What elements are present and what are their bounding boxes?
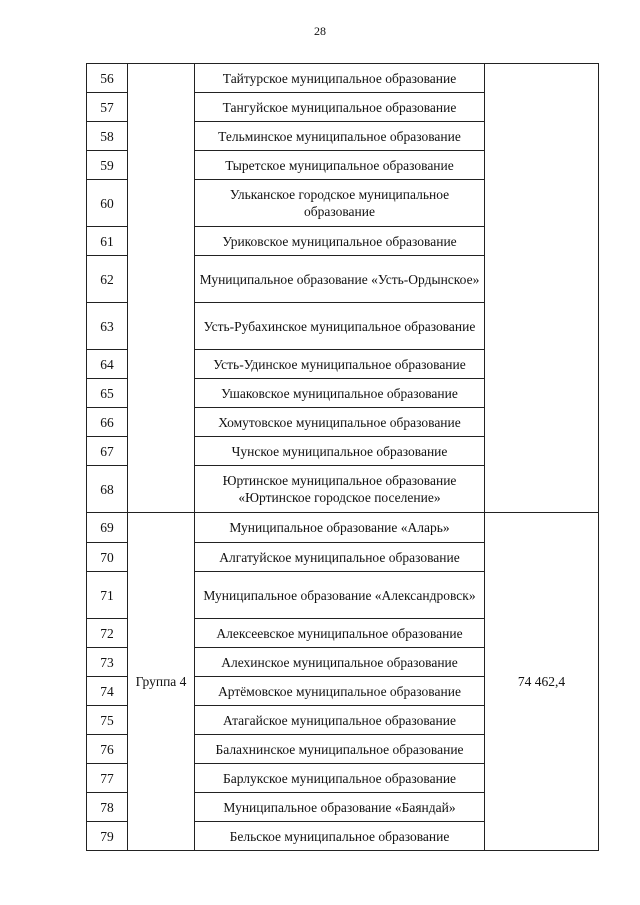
municipality-name: Чунское муниципальное образование <box>195 437 485 466</box>
row-number: 61 <box>87 227 128 256</box>
municipality-name: Муниципальное образование «Усть-Ордынское» <box>195 256 485 303</box>
municipality-name: Ушаковское муниципальное образование <box>195 379 485 408</box>
row-number: 71 <box>87 572 128 619</box>
municipality-name: Муниципальное образование «Аларь» <box>195 513 485 543</box>
row-number: 62 <box>87 256 128 303</box>
municipality-name: Алгатуйское муниципальное образование <box>195 543 485 572</box>
row-number: 66 <box>87 408 128 437</box>
row-number: 75 <box>87 706 128 735</box>
table-row <box>87 513 599 543</box>
row-number: 56 <box>87 64 128 93</box>
page-number: 28 <box>314 24 326 38</box>
municipality-name: Бельское муниципальное образование <box>195 822 485 851</box>
municipality-name: Юртинское муниципальное образование «Юртинское городское поселение» <box>195 466 485 513</box>
row-number: 58 <box>87 122 128 151</box>
row-number: 74 <box>87 677 128 706</box>
municipality-name: Уриковское муниципальное образование <box>195 227 485 256</box>
amount-cell: 74 462,4 <box>485 513 599 851</box>
municipality-name: Муниципальное образование «Александровск» <box>195 572 485 619</box>
row-number: 59 <box>87 151 128 180</box>
row-number: 73 <box>87 648 128 677</box>
group-cell <box>128 64 195 513</box>
row-number: 70 <box>87 543 128 572</box>
row-number: 69 <box>87 513 128 543</box>
municipality-name: Тангуйское муниципальное образование <box>195 93 485 122</box>
municipality-name: Тельминское муниципальное образование <box>195 122 485 151</box>
table-row <box>87 64 599 93</box>
municipalities-table <box>86 63 599 851</box>
row-number: 78 <box>87 793 128 822</box>
municipality-name: Ульканское городское муниципальное образование <box>195 180 485 227</box>
municipality-name: Алексеевское муниципальное образование <box>195 619 485 648</box>
row-number: 77 <box>87 764 128 793</box>
row-number: 72 <box>87 619 128 648</box>
municipality-name: Тыретское муниципальное образование <box>195 151 485 180</box>
municipality-name: Хомутовское муниципальное образование <box>195 408 485 437</box>
group-cell: Группа 4 <box>128 513 195 851</box>
municipality-name: Алехинское муниципальное образование <box>195 648 485 677</box>
row-number: 79 <box>87 822 128 851</box>
municipality-name: Балахнинское муниципальное образование <box>195 735 485 764</box>
amount-cell <box>485 64 599 513</box>
municipality-name: Барлукское муниципальное образование <box>195 764 485 793</box>
row-number: 64 <box>87 350 128 379</box>
row-number: 65 <box>87 379 128 408</box>
row-number: 68 <box>87 466 128 513</box>
row-number: 60 <box>87 180 128 227</box>
municipality-name: Атагайское муниципальное образование <box>195 706 485 735</box>
municipality-name: Тайтурское муниципальное образование <box>195 64 485 93</box>
row-number: 76 <box>87 735 128 764</box>
row-number: 67 <box>87 437 128 466</box>
municipality-name: Артёмовское муниципальное образование <box>195 677 485 706</box>
municipality-name: Усть-Удинское муниципальное образование <box>195 350 485 379</box>
row-number: 57 <box>87 93 128 122</box>
municipality-name: Муниципальное образование «Баяндай» <box>195 793 485 822</box>
row-number: 63 <box>87 303 128 350</box>
municipality-name: Усть-Рубахинское муниципальное образование <box>195 303 485 350</box>
